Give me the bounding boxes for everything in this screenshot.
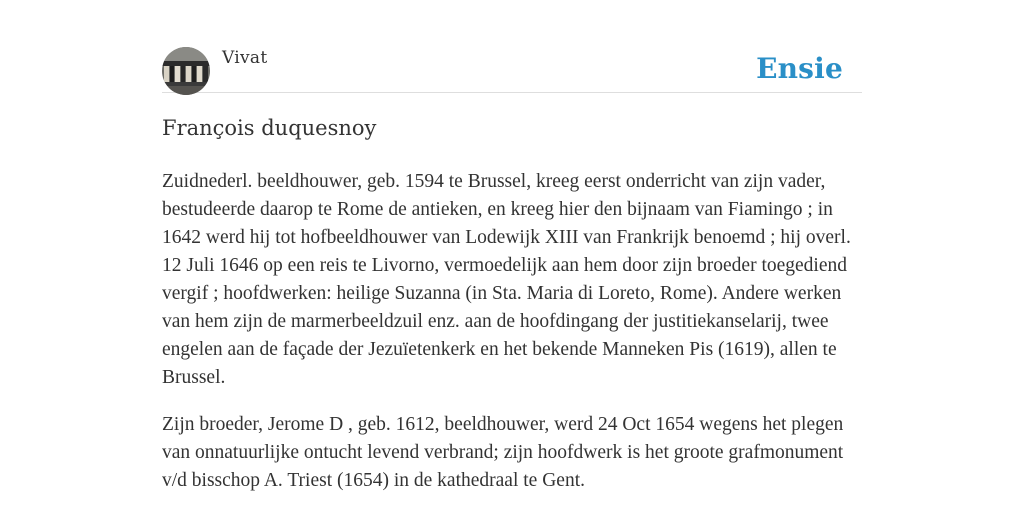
paragraph: Zijn broeder, Jerome D , geb. 1612, beeldhouwer, werd 24 Oct 1654 wegens het plegen van onnatuurlijke ontucht levend verbrand; zijn hoofdwerk is het groote grafmonument v/d bisschop A. Triest (1654) in de kathedraal te Gent. xyxy=(162,414,844,491)
article-body xyxy=(162,168,864,512)
avatar-image xyxy=(162,47,210,95)
book-spines-icon[interactable] xyxy=(162,47,210,95)
page-title: François duquesnoy xyxy=(162,116,377,140)
brand-logo[interactable]: Ensie xyxy=(756,52,843,85)
header xyxy=(162,46,862,93)
paragraph: Zuidnederl. beeldhouwer, geb. 1594 te Brussel, kreeg eerst onderricht van zijn vader, bestudeerde daarop te Rome de antieken, en kreeg hier den bijnaam van Fiamingo ; in 1642 werd hij tot hofbeeldhouwer van Lodewijk XIII van Frankrijk benoemd ; hij overl. 12 Juli 1646 op een reis te Livorno, vermoedelijk aan hem door zijn broeder toegediend vergif ; hoofdwerken: heilige Suzanna (in Sta. Maria di Loreto, Rome). Andere werken van hem zijn de marmerbeeldzuil enz. aan de hoofdingang der justitiekanselarij, twee engelen aan de façade der Jezuïetenkerk en het bekende Manneken Pis (1619), allen te Brussel. xyxy=(162,171,851,388)
source-name[interactable]: Vivat xyxy=(222,48,268,68)
